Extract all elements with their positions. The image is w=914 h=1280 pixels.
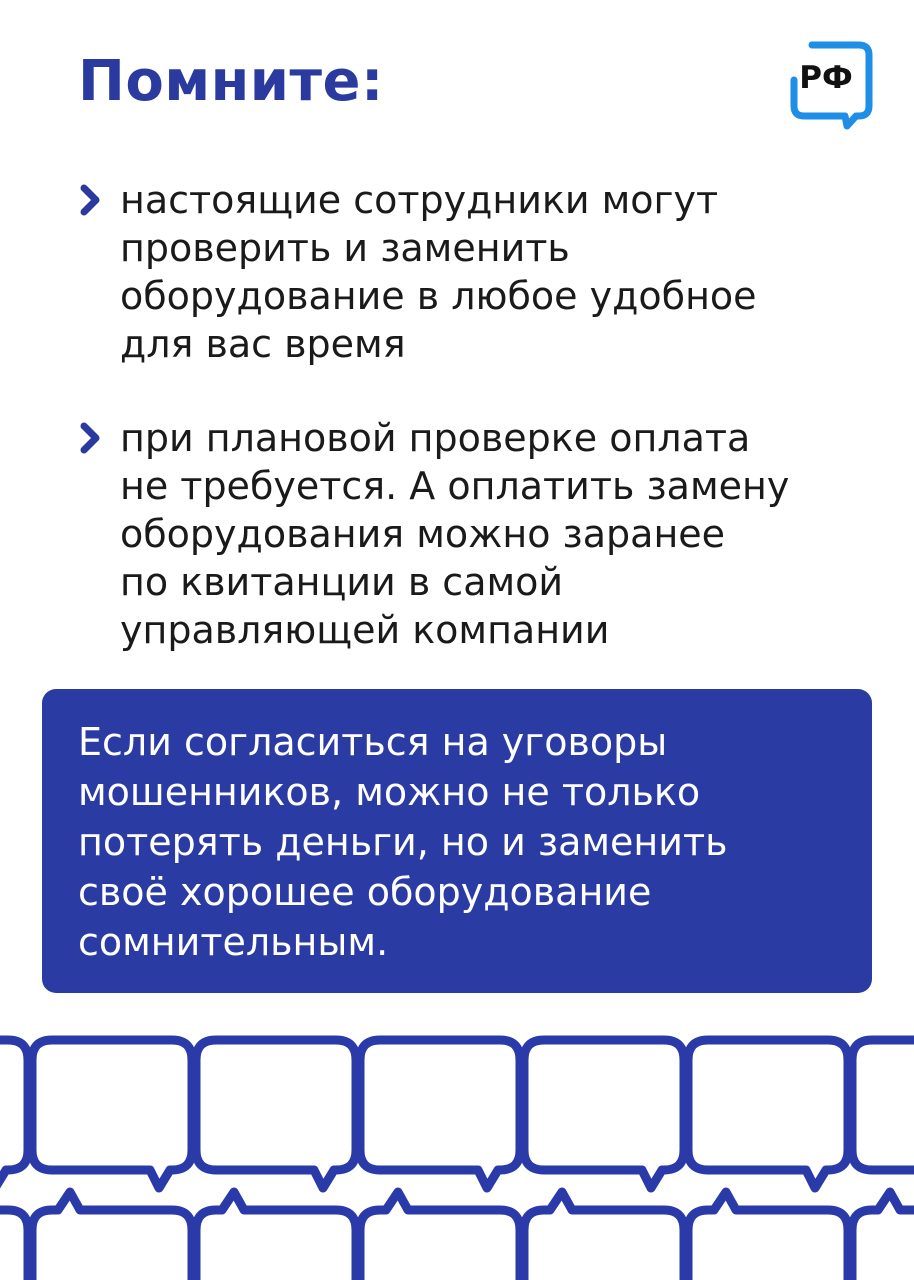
bullet-text: при плановой проверке оплата не требуется. А оплатить замену оборудования можно заранее по квитанции в самой управляющей компании [120, 416, 790, 652]
rf-logo [790, 40, 874, 132]
logo-text: РФ [799, 60, 853, 96]
chevron-right-icon [78, 182, 102, 218]
bullet-text: настоящие сотрудники могут проверить и заменить оборудование в любое удобное для вас время [120, 178, 757, 366]
speech-bubble-pattern [0, 1020, 914, 1280]
callout-text: Если согласиться на уговоры мошенников, можно не только потерять деньги, но и заменить своё хорошее оборудование сомнительным. [78, 720, 728, 964]
page-title: Помните: [78, 49, 384, 114]
warning-callout [42, 689, 872, 993]
chevron-right-icon [78, 420, 102, 456]
